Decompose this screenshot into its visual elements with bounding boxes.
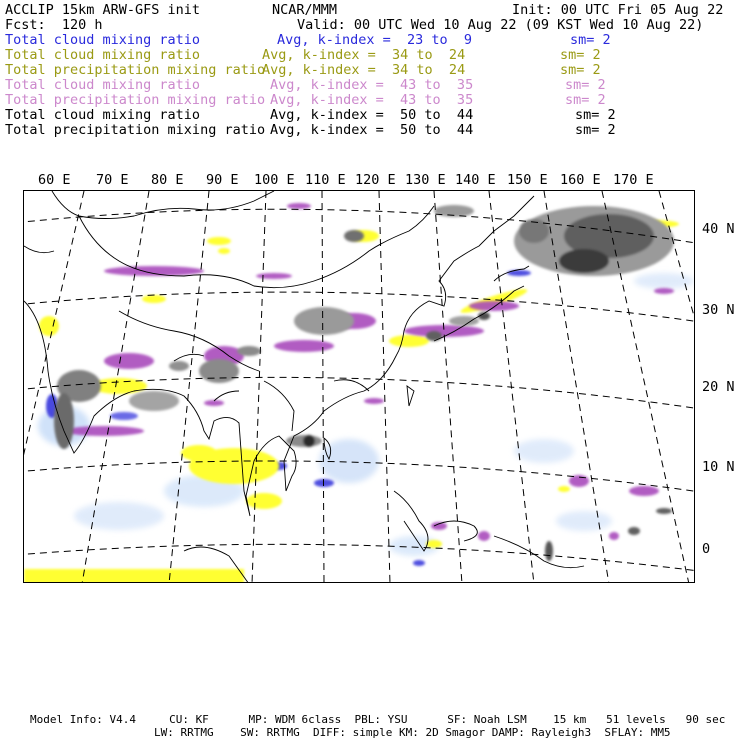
longitude-label: 60 E (38, 172, 71, 188)
legend-row (5, 33, 740, 48)
legend-k-index-range: Avg, k-index = 23 to 9 (277, 32, 473, 48)
legend-row (5, 78, 740, 93)
model-title: ACCLIP 15km ARW-GFS init (5, 2, 201, 18)
legend-row (5, 108, 740, 123)
legend-k-index-range: Avg, k-index = 34 to 24 (262, 47, 466, 63)
latitude-label: 40 N (702, 221, 735, 237)
legend-smoothing: sm= 2 (560, 47, 601, 63)
longitude-label: 70 E (96, 172, 129, 188)
legend-k-index-range: Avg, k-index = 50 to 44 (270, 107, 474, 123)
forecast-hour: Fcst: 120 h (5, 17, 103, 33)
longitude-label: 170 E (613, 172, 654, 188)
longitude-label: 160 E (560, 172, 601, 188)
longitude-label: 90 E (206, 172, 239, 188)
legend-smoothing: sm= 2 (565, 77, 606, 93)
legend-k-index-range: Avg, k-index = 43 to 35 (270, 77, 474, 93)
legend-smoothing: sm= 2 (575, 122, 616, 138)
legend-field-name: Total cloud mixing ratio (5, 77, 201, 93)
longitude-label: 80 E (151, 172, 184, 188)
legend-field-name: Total cloud mixing ratio (5, 32, 201, 48)
legend-field-name: Total cloud mixing ratio (5, 107, 201, 123)
longitude-label: 120 E (355, 172, 396, 188)
legend-field-name: Total cloud mixing ratio (5, 47, 201, 63)
longitude-label: 100 E (254, 172, 295, 188)
map-canvas (24, 191, 695, 583)
legend-smoothing: sm= 2 (565, 92, 606, 108)
model-info-line2: LW: RRTMG SW: RRTMG DIFF: simple KM: 2D Smagor DAMP: Rayleigh3 SFLAY: MM5 (154, 726, 671, 739)
latitude-label: 20 N (702, 379, 735, 395)
longitude-label: 110 E (305, 172, 346, 188)
legend-row (5, 93, 740, 108)
legend-row (5, 123, 740, 138)
legend-field-name: Total precipitation mixing ratio (5, 122, 266, 138)
legend-smoothing: sm= 2 (570, 32, 611, 48)
model-info-line1: Model Info: V4.4 CU: KF MP: WDM 6class PBL: YSU SF: Noah LSM 15 km 51 levels 90 sec (30, 713, 726, 726)
map-panel (23, 190, 695, 583)
latitude-label: 10 N (702, 459, 735, 475)
legend-k-index-range: Avg, k-index = 34 to 24 (262, 62, 466, 78)
init-time: Init: 00 UTC Fri 05 Aug 22 (512, 2, 724, 18)
legend-k-index-range: Avg, k-index = 43 to 35 (270, 92, 474, 108)
valid-time: Valid: 00 UTC Wed 10 Aug 22 (09 KST Wed 10 Aug 22) (297, 17, 704, 33)
organization-label: NCAR/MMM (272, 2, 338, 18)
legend-field-name: Total precipitation mixing ratio (5, 62, 266, 78)
longitude-label: 150 E (507, 172, 548, 188)
legend-k-index-range: Avg, k-index = 50 to 44 (270, 122, 474, 138)
longitude-label: 130 E (405, 172, 446, 188)
legend-smoothing: sm= 2 (560, 62, 601, 78)
longitude-label: 140 E (455, 172, 496, 188)
legend-field-name: Total precipitation mixing ratio (5, 92, 266, 108)
latitude-label: 30 N (702, 302, 735, 318)
legend-row (5, 63, 740, 78)
latitude-label: 0 (702, 541, 711, 557)
legend-smoothing: sm= 2 (575, 107, 616, 123)
legend-row (5, 48, 740, 63)
